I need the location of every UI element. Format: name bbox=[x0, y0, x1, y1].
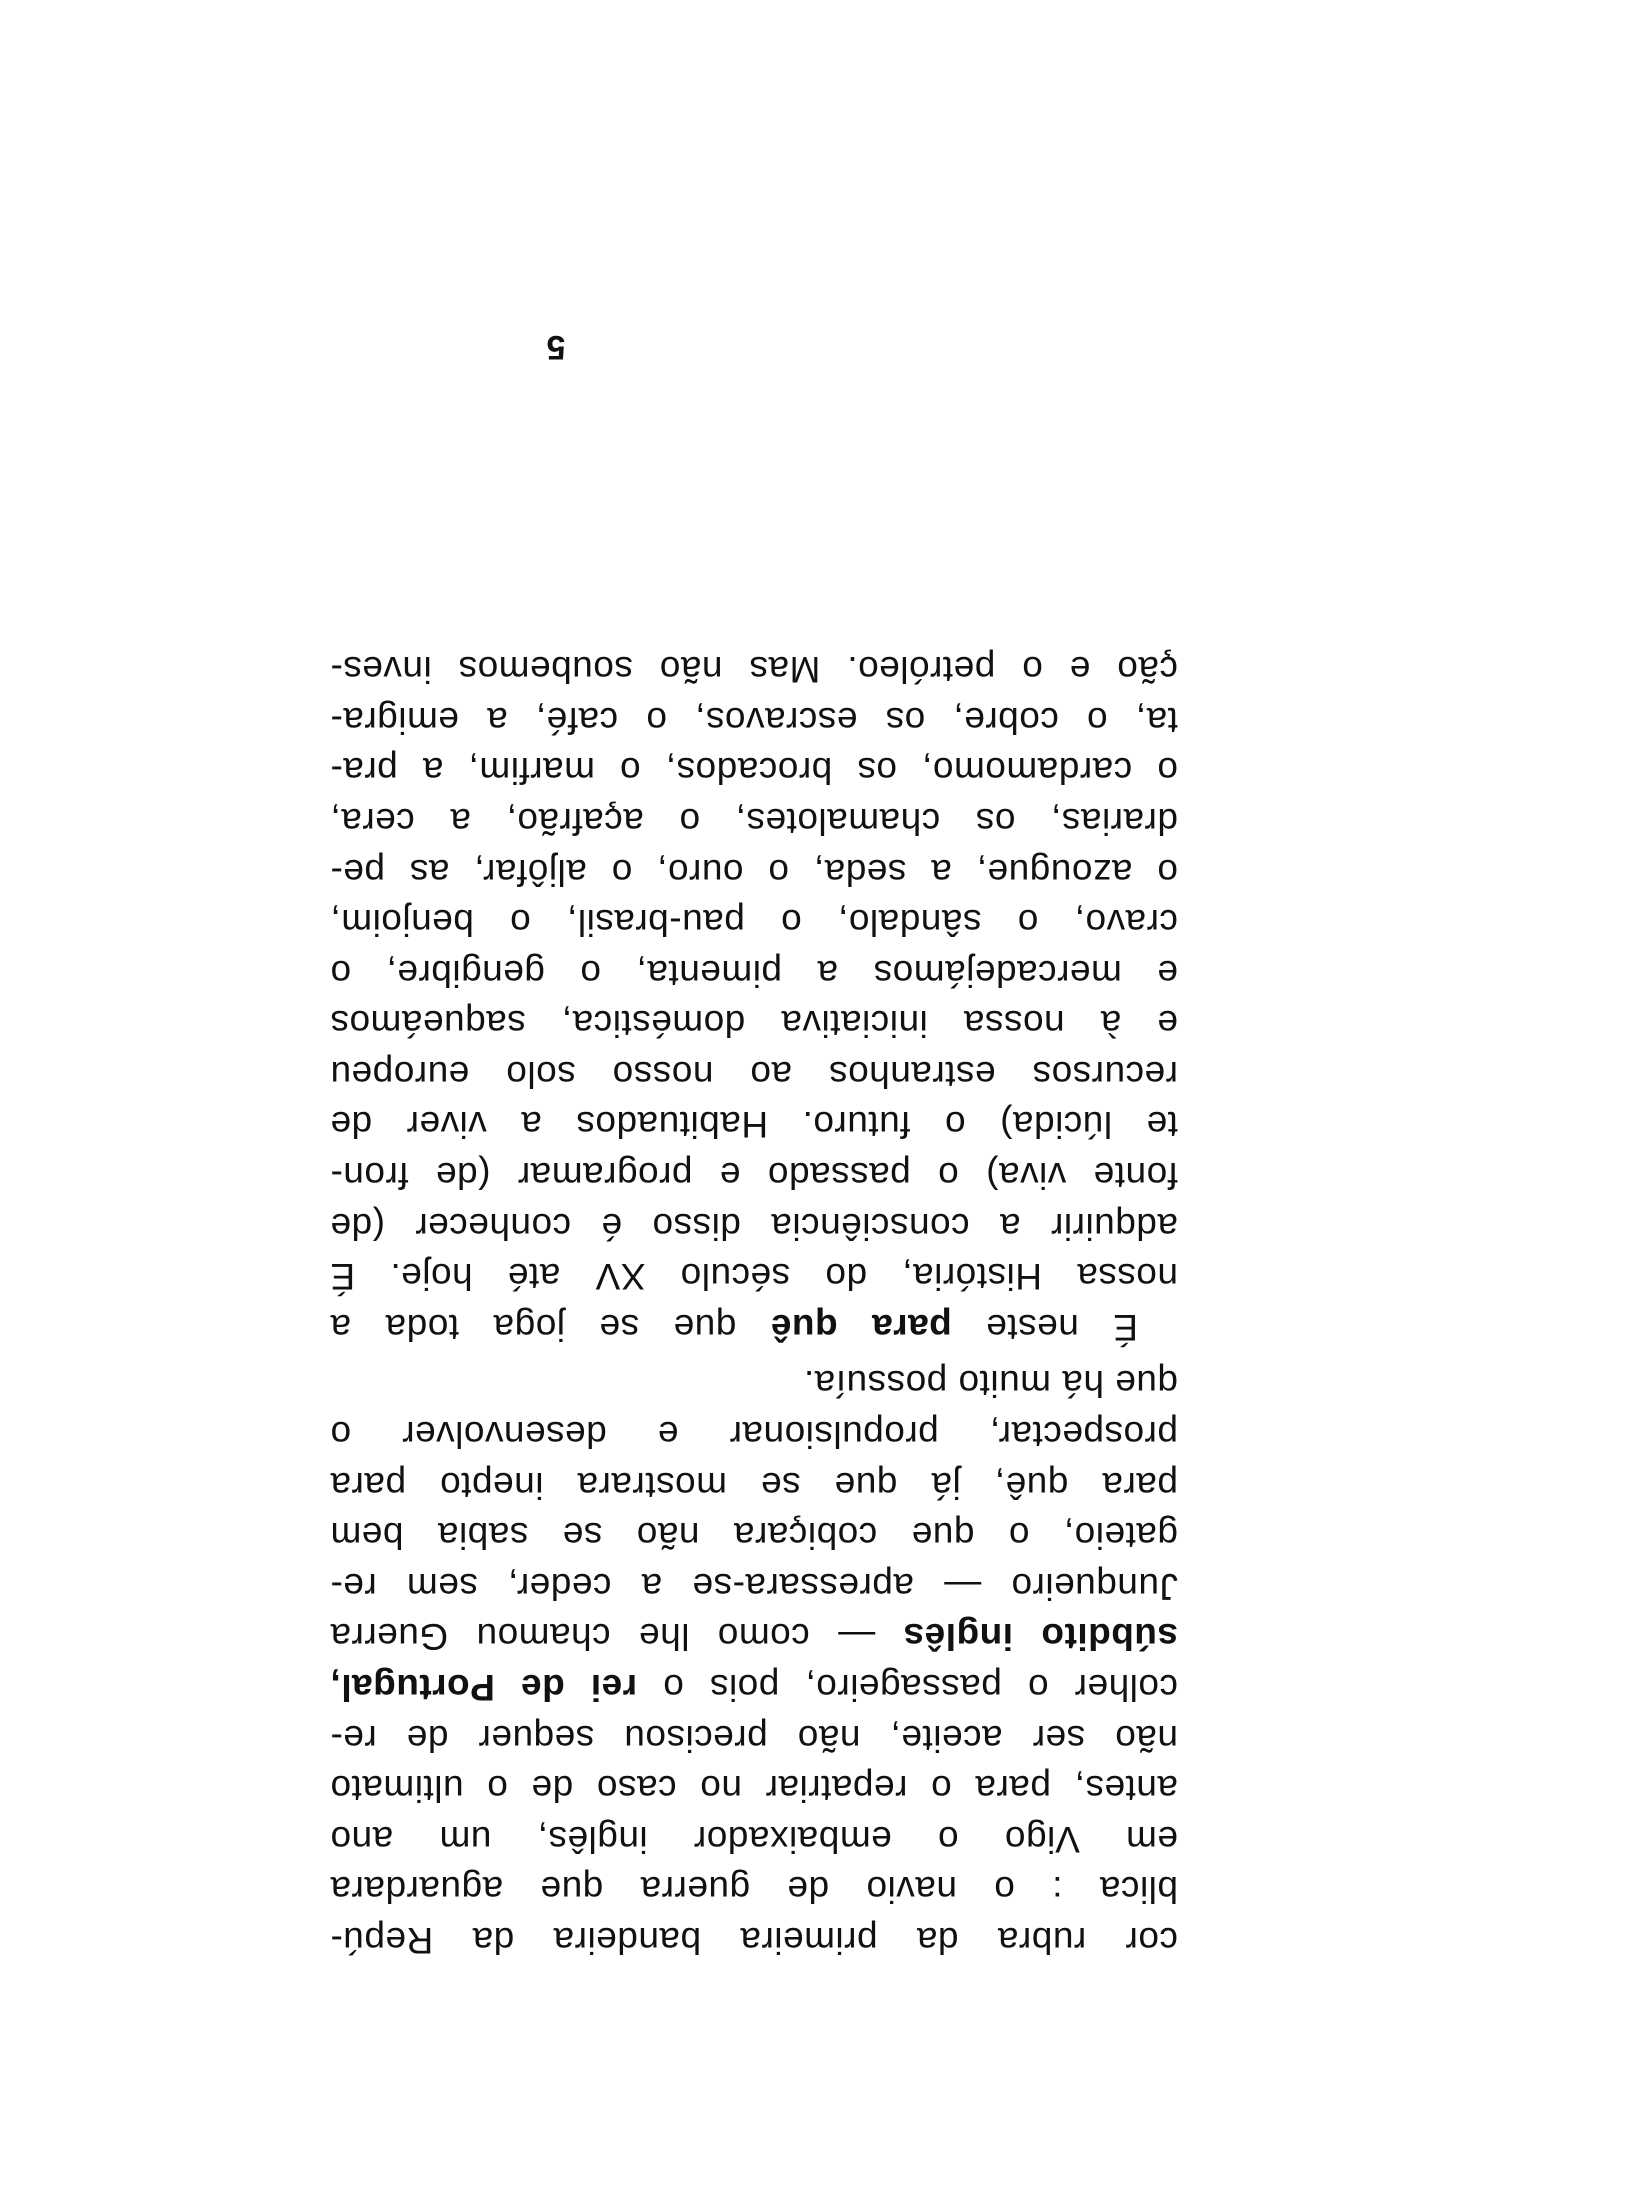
text-line bbox=[330, 1459, 1178, 1510]
text-line bbox=[330, 998, 1178, 1049]
text-line bbox=[330, 897, 1178, 948]
bold-text: súbdito inglês bbox=[903, 1616, 1178, 1658]
text-run: prospectar, propulsionar e desenvolver o bbox=[330, 1414, 1178, 1456]
text-run: blica : o navio de guerra que aguardara bbox=[330, 1869, 1178, 1911]
text-run: e mercadejámos a pimenta, o gengibre, o bbox=[330, 952, 1178, 994]
text-run: cravo, o sândalo, o pau-brasil, o benjoim, bbox=[330, 902, 1178, 944]
text-line bbox=[330, 1914, 1178, 1965]
text-run: o azougue, a seda, o ouro, o aljôfar, as pe- bbox=[330, 851, 1178, 893]
text-line bbox=[330, 644, 1178, 695]
text-run: gateio, o que cobiçara não se sabia bem bbox=[330, 1515, 1178, 1557]
text-run: te lúcida) o futuro. Habituados a viver de bbox=[330, 1104, 1178, 1146]
text-line bbox=[330, 1251, 1178, 1302]
text-run: — como lhe chamou Guerra bbox=[329, 1616, 904, 1658]
text-run: e à nossa iniciativa doméstica, saqueámos bbox=[330, 1003, 1178, 1045]
text-line bbox=[330, 745, 1178, 796]
text-run: para quê, já que se mostrara inepto para bbox=[330, 1464, 1178, 1506]
text-run: o cardamomo, os brocados, o marfim, a pra- bbox=[330, 750, 1178, 792]
page-number: 5 bbox=[546, 328, 566, 366]
text-line bbox=[330, 1611, 1178, 1662]
text-line bbox=[330, 1200, 1178, 1251]
text-run: não ser aceite, não precisou sequer de re- bbox=[330, 1717, 1178, 1759]
body-text bbox=[330, 644, 1178, 1965]
text-line bbox=[330, 1099, 1178, 1150]
text-line bbox=[330, 1864, 1178, 1915]
text-line bbox=[330, 795, 1178, 846]
text-run: em Vigo o embaixador inglês, um ano bbox=[330, 1818, 1178, 1860]
text-line bbox=[330, 1510, 1178, 1561]
text-line bbox=[330, 1358, 1178, 1409]
text-line bbox=[330, 947, 1178, 998]
text-run: ção e o petróleo. Mas não soubemos inves- bbox=[330, 649, 1178, 691]
text-line bbox=[330, 846, 1178, 897]
text-line bbox=[330, 1150, 1178, 1201]
text-run: cor rubra da primeira bandeira da Repú- bbox=[330, 1920, 1178, 1961]
text-line bbox=[330, 1813, 1178, 1864]
text-line bbox=[330, 1408, 1178, 1459]
text-run: drarias, os chamalotes, o açafrão, a cera, bbox=[330, 800, 1178, 842]
text-run: que há muito possuía. bbox=[803, 1363, 1178, 1405]
text-line bbox=[330, 1661, 1178, 1712]
text-line bbox=[330, 1763, 1178, 1814]
text-run: adquirir a consciência disso é conhecer (de bbox=[330, 1205, 1178, 1247]
text-run: É neste bbox=[951, 1306, 1138, 1348]
text-run: antes, para o repatriar no caso de o ultimato bbox=[330, 1768, 1178, 1810]
bold-text: para quê bbox=[770, 1306, 952, 1348]
bold-text: rei de Portugal, bbox=[330, 1667, 638, 1709]
text-run: fonte viva) o passado e programar (de fron- bbox=[330, 1155, 1178, 1197]
text-run: que se joga toda a bbox=[330, 1306, 771, 1348]
text-run: nossa História, do século XV até hoje. É bbox=[330, 1256, 1178, 1298]
text-line bbox=[330, 1301, 1178, 1352]
text-run: colher o passageiro, pois o bbox=[637, 1667, 1178, 1709]
text-run: recursos estranhos ao nosso solo europeu bbox=[330, 1053, 1178, 1095]
text-line bbox=[330, 1712, 1178, 1763]
text-run: Junqueiro — apressara-se a ceder, sem re- bbox=[330, 1565, 1178, 1607]
text-line bbox=[330, 1048, 1178, 1099]
text-line bbox=[330, 1560, 1178, 1611]
text-run: ta, o cobre, os escravos, o café, a emigra- bbox=[330, 699, 1178, 741]
text-line bbox=[330, 694, 1178, 745]
